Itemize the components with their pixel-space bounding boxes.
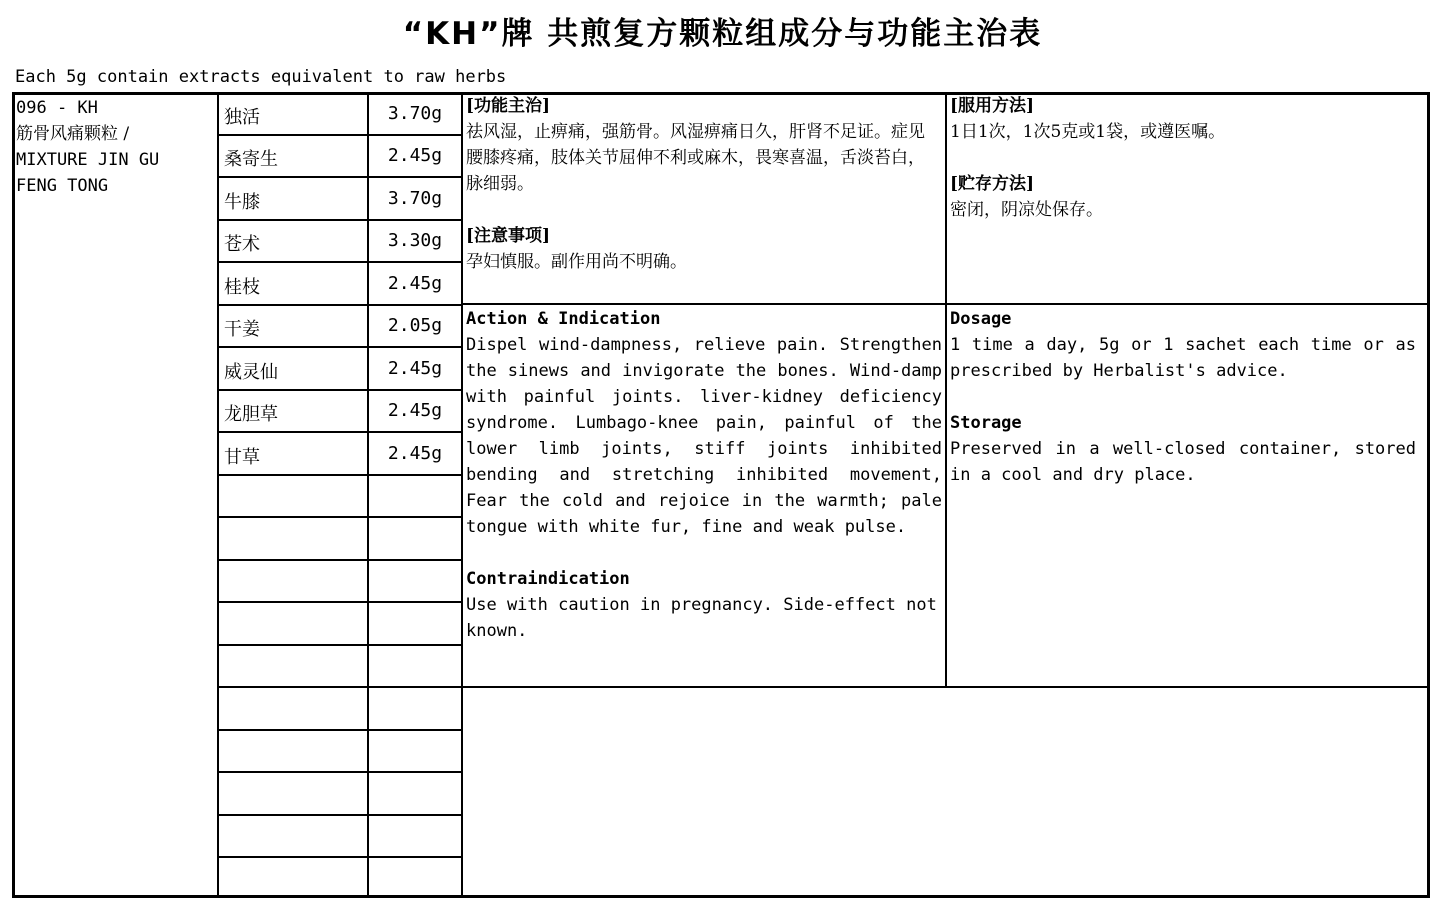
herb-row-divider (218, 771, 462, 773)
herb-row (218, 305, 462, 347)
zh-function-block (466, 93, 936, 275)
row-divider (462, 686, 1428, 688)
herb-row (218, 433, 462, 475)
storage-text-zh: 密闭，阴凉处保存。 (950, 200, 1103, 220)
herb-name: 甘草 (224, 447, 260, 468)
herb-name: 苍术 (224, 234, 260, 255)
action-heading: Action & Indication (466, 309, 661, 329)
herb-dose: 2.45g (387, 358, 443, 379)
storage-text: Preserved in a well-closed container, stored in a cool and dry place. (950, 439, 1416, 485)
product-name-en: MIXTURE JIN GU (16, 150, 160, 170)
herb-dose: 2.45g (387, 145, 443, 166)
product-name-zh: 筋骨风痛颗粒 / (16, 124, 130, 144)
function-heading: [功能主治] (466, 96, 551, 116)
usage-text: 1日1次，1次5克或1袋，或遵医嘱。 (950, 122, 1226, 142)
product-name-en: FENG TONG (16, 176, 109, 196)
en-action-block (466, 306, 942, 644)
herb-row-divider (218, 644, 462, 646)
herb-name: 干姜 (224, 319, 260, 340)
herb-dose: 3.70g (387, 188, 443, 209)
herb-dose: 3.30g (387, 230, 443, 251)
column-divider (945, 92, 947, 687)
herb-row (218, 348, 462, 390)
function-text: 祛风湿，止痹痛，强筋骨。风湿痹痛日久，肝肾不足证。症见腰膝疼痛，肢体关节屈伸不利或麻木，畏寒喜温，舌淡苔白，脉细弱。 (466, 122, 925, 194)
herb-row (218, 220, 462, 262)
caution-text: 孕妇慎服。副作用尚不明确。 (466, 252, 687, 272)
action-text: Dispel wind-dampness, relieve pain. Strengthen the sinews and invigorate the bones. Wind-damp with painful joints. liver-kidney deficiency syndrome. Lumbago-knee pain, painful of the lower limb joints, stiff joints inhibited bending and stretching inhibited movement, Fear the cold and rejoice in the warmth; pale tongue with white fur, fine and weak pulse. (466, 335, 942, 537)
herb-dose: 2.05g (387, 315, 443, 336)
storage-heading-zh: [贮存方法] (950, 174, 1035, 194)
dosage-heading: Dosage (950, 309, 1012, 329)
herb-row (218, 390, 462, 432)
herb-name: 威灵仙 (224, 362, 278, 383)
row-divider (462, 303, 1428, 305)
herb-row (218, 135, 462, 177)
product-cell (16, 95, 214, 199)
product-code: 096 - KH (16, 98, 98, 118)
storage-heading: Storage (950, 413, 1022, 433)
herb-name: 桂枝 (224, 277, 260, 298)
herb-row (218, 93, 462, 135)
herb-row (218, 263, 462, 305)
herb-row (218, 178, 462, 220)
herb-row-divider (218, 516, 462, 518)
herb-name: 牛膝 (224, 192, 260, 213)
subtitle: Each 5g contain extracts equivalent to raw herbs (15, 67, 507, 87)
contraindication-heading: Contraindication (466, 569, 630, 589)
dosage-text: 1 time a day, 5g or 1 sachet each time or as prescribed by Herbalist's advice. (950, 335, 1416, 381)
herb-name: 龙胆草 (224, 404, 278, 425)
herb-row-divider (218, 601, 462, 603)
contraindication-text: Use with caution in pregnancy. Side-effect not known. (466, 595, 937, 641)
herb-dose: 2.45g (387, 273, 443, 294)
herb-row-divider (218, 559, 462, 561)
herb-row-divider (218, 856, 462, 858)
usage-heading: [服用方法] (950, 96, 1035, 116)
zh-usage-block (950, 93, 1420, 223)
herb-dose: 3.70g (387, 103, 443, 124)
herb-name: 独活 (224, 107, 260, 128)
herb-row-divider (218, 729, 462, 731)
herb-name: 桑寄生 (224, 149, 278, 170)
herb-row-divider (218, 814, 462, 816)
caution-heading: [注意事项] (466, 226, 551, 246)
herb-dose: 2.45g (387, 443, 443, 464)
herb-dose: 2.45g (387, 400, 443, 421)
en-dosage-block (950, 306, 1416, 488)
page-title: “KH”牌 共煎复方颗粒组成分与功能主治表 (402, 16, 1043, 52)
herb-row-divider (218, 686, 462, 688)
